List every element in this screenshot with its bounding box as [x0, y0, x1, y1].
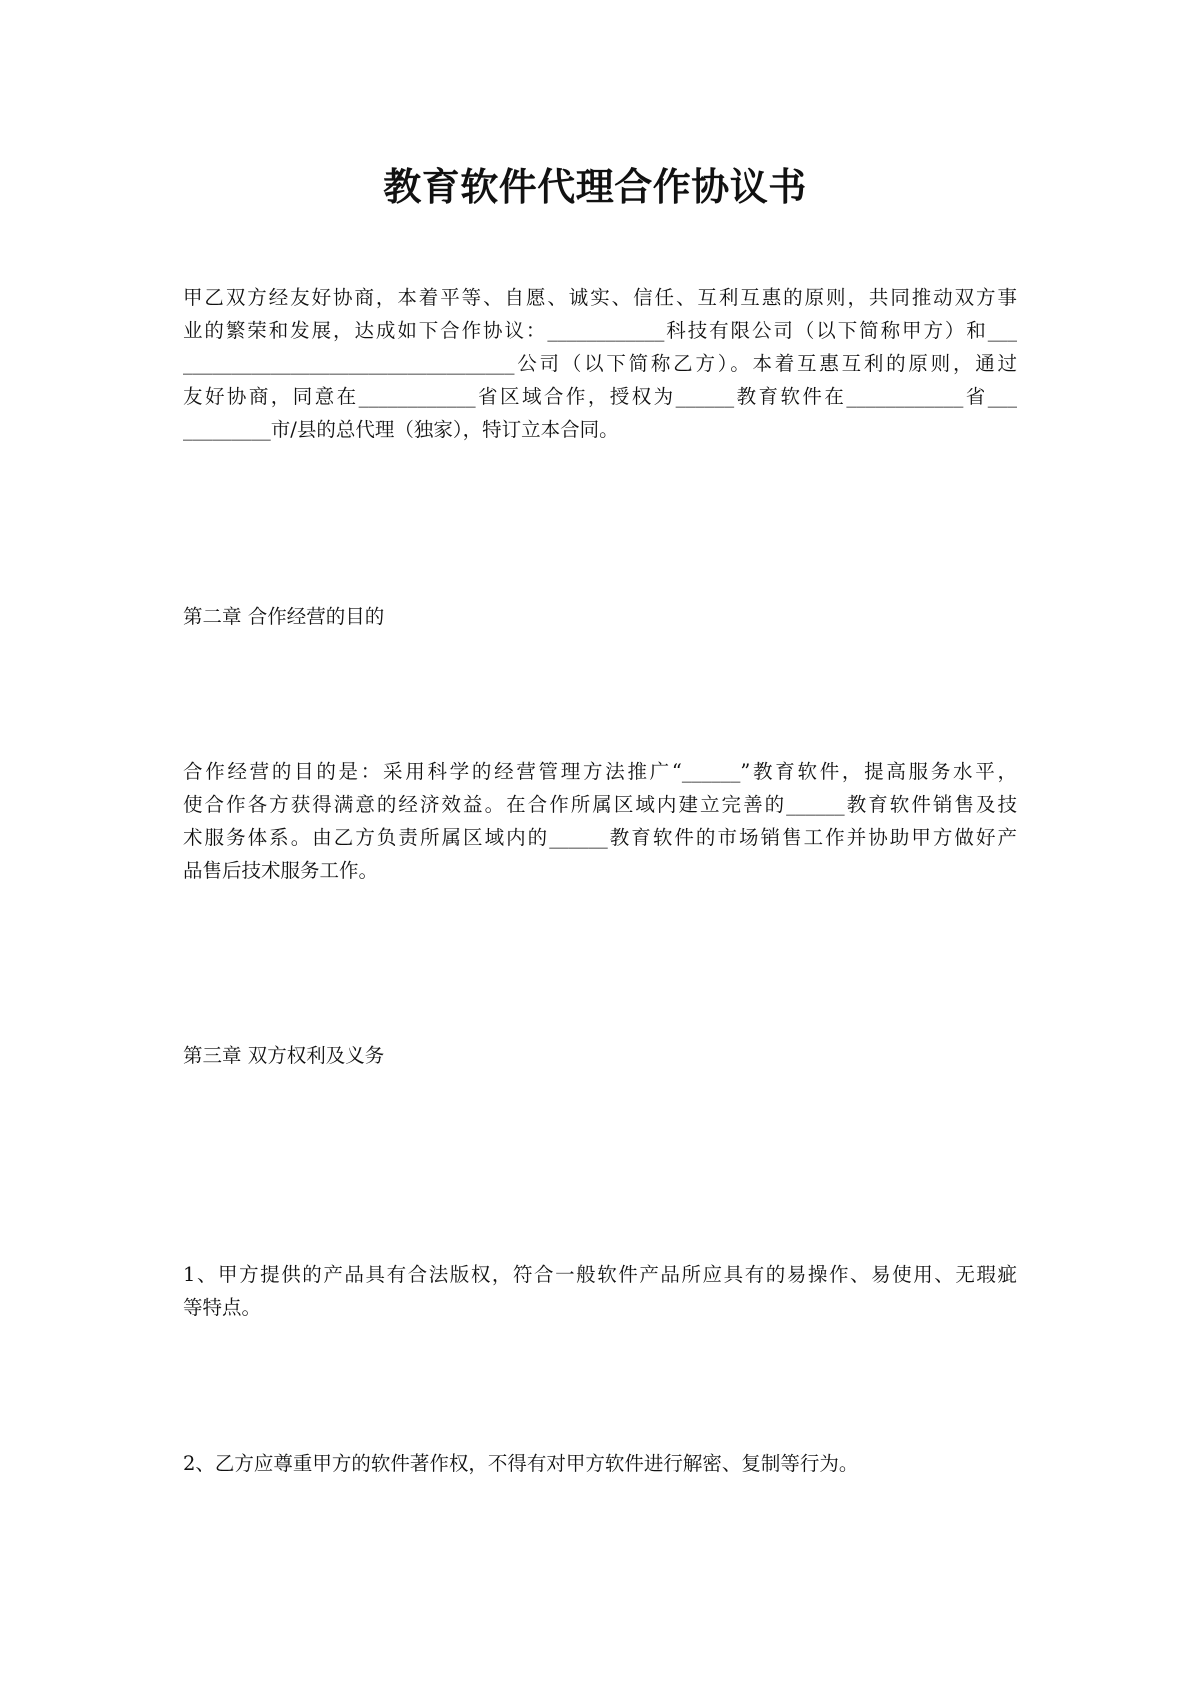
obligation-item-2 [183, 1447, 1017, 1480]
obligation-item-1-line: 等特点。 [183, 1296, 262, 1319]
intro-line: 友好协商，同意在____________省区域合作，授权为______教育软件在____________省___ [183, 385, 1017, 408]
chapter-2-line: 品售后技术服务工作。 [183, 859, 379, 882]
intro-paragraph [183, 281, 1017, 446]
intro-line: 业的繁荣和发展，达成如下合作协议：____________科技有限公司（以下简称甲方）和___ [183, 319, 1017, 342]
chapter-2-heading: 第二章 合作经营的目的 [183, 605, 385, 628]
obligation-item-2-line: 2、乙方应尊重甲方的软件著作权，不得有对甲方软件进行解密、复制等行为。 [183, 1452, 859, 1475]
chapter-2-line: 术服务体系。由乙方负责所属区域内的______教育软件的市场销售工作并协助甲方做好产 [183, 826, 1017, 849]
intro-line: __________________________________公司（以下简称乙方）。本着互惠互利的原则，通过 [183, 352, 1017, 375]
obligation-item-1-line: 1、甲方提供的产品具有合法版权，符合一般软件产品所应具有的易操作、易使用、无瑕疵 [183, 1263, 1017, 1286]
chapter-2-paragraph [183, 755, 1017, 887]
document-title: 教育软件代理合作协议书 [383, 164, 807, 209]
chapter-2-line: 合作经营的目的是：采用科学的经营管理方法推广“______”教育软件，提高服务水平， [183, 760, 1017, 783]
chapter-3-heading: 第三章 双方权利及义务 [183, 1044, 385, 1067]
chapter-2-line: 使合作各方获得满意的经济效益。在合作所属区域内建立完善的______教育软件销售及技 [183, 793, 1017, 816]
intro-line: 甲乙双方经友好协商，本着平等、自愿、诚实、信任、互利互惠的原则，共同推动双方事 [183, 286, 1017, 309]
obligation-item-1 [183, 1258, 1017, 1324]
intro-line: _________市/县的总代理（独家），特订立本合同。 [183, 418, 619, 441]
